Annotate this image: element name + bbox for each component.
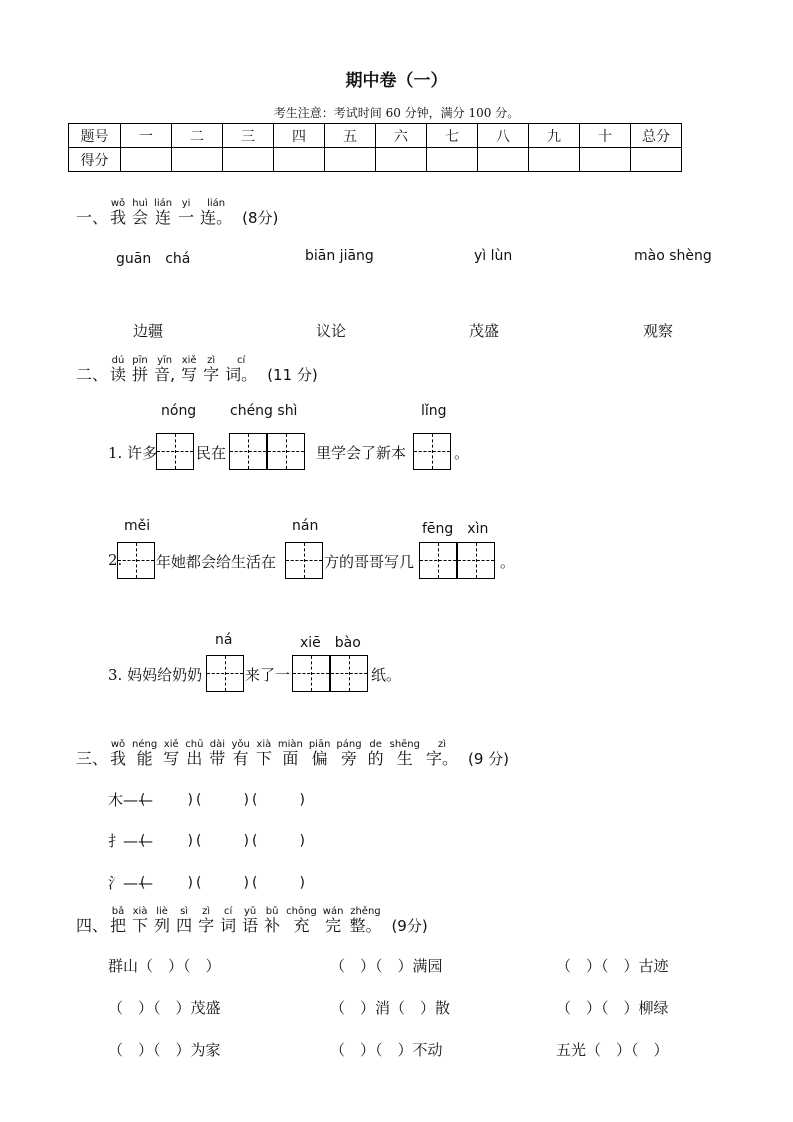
pinyin-option: guān chá — [116, 251, 191, 267]
pinyin-char — [110, 739, 126, 768]
section3-number: 三、 — [76, 749, 109, 768]
pinyin: sì — [180, 906, 189, 917]
score-cell[interactable] — [631, 148, 682, 172]
hanzi: 写 — [181, 365, 198, 384]
hanzi: 字 — [198, 916, 215, 935]
pinyin-char — [176, 906, 192, 935]
pinyin-option: mào shèng — [634, 248, 712, 264]
pinyin-char — [198, 906, 214, 935]
hanzi: 的 — [367, 749, 384, 768]
score-cell[interactable] — [121, 148, 172, 172]
section3-heading — [76, 739, 509, 768]
pinyin-char — [426, 739, 458, 768]
writing-box[interactable] — [267, 433, 305, 470]
pinyin-char — [225, 355, 257, 384]
sentence-text: 里学会了新本 — [316, 444, 407, 462]
sentence-text: 1. 许多 — [108, 444, 158, 462]
writing-box[interactable] — [330, 655, 368, 692]
sentence-text: 。 — [500, 553, 516, 571]
pinyin: xià — [132, 906, 148, 917]
score-cell[interactable] — [274, 148, 325, 172]
score-cell[interactable] — [223, 148, 274, 172]
answer-blank[interactable]: ( ) — [252, 833, 305, 849]
pinyin: xiě — [181, 355, 197, 366]
word-option[interactable]: 观察 — [643, 322, 674, 340]
score-table-header-cell: 十 — [580, 124, 631, 148]
pinyin-hint: fēng xìn — [422, 521, 489, 537]
radical-label: 扌—— — [108, 832, 154, 850]
score-table-header-cell: 六 — [376, 124, 427, 148]
pinyin: de — [369, 739, 382, 750]
pinyin-char — [209, 739, 225, 768]
hanzi: 旁 — [341, 749, 358, 768]
section4-score: (9分) — [391, 917, 428, 935]
pinyin-char — [336, 739, 361, 768]
pinyin: lián — [207, 198, 226, 209]
word-option[interactable]: 茂盛 — [469, 322, 500, 340]
page-title: 期中卷（一） — [345, 71, 448, 91]
hanzi: 读 — [110, 365, 127, 384]
pinyin: néng — [132, 739, 158, 750]
section2-score: (11 分) — [267, 366, 318, 384]
hanzi: 偏 — [311, 749, 328, 768]
pinyin-hint: nóng — [161, 403, 197, 419]
pinyin-hint: xiē bào — [300, 635, 361, 651]
answer-blank[interactable]: ( ) — [196, 875, 249, 891]
pinyin-char — [390, 739, 420, 768]
answer-blank[interactable]: ( ) — [140, 833, 193, 849]
hanzi: 会 — [132, 208, 149, 227]
hanzi: 四 — [176, 916, 193, 935]
hanzi: 出 — [186, 749, 203, 768]
writing-box[interactable] — [285, 542, 323, 579]
pinyin: lián — [154, 198, 173, 209]
pinyin-char — [349, 906, 381, 935]
pinyin: dài — [209, 739, 226, 750]
score-table — [68, 123, 682, 172]
pinyin-char — [178, 198, 194, 227]
hanzi: 有 — [232, 749, 249, 768]
section4-number: 四、 — [76, 916, 109, 935]
pinyin-hint: lǐng — [421, 403, 447, 419]
exam-notice: 考生注意：考试时间 60 分钟，满分 100 分。 — [273, 106, 520, 120]
score-table-header-cell: 二 — [172, 124, 223, 148]
hanzi: 词。 — [225, 365, 258, 384]
pinyin-hint: měi — [124, 518, 151, 534]
idiom-item[interactable]: 五光（ ）（ ） — [556, 1041, 669, 1059]
pinyin: huì — [132, 198, 148, 209]
pinyin: pīn — [132, 355, 148, 366]
pinyin: piān — [308, 739, 331, 750]
score-cell[interactable] — [427, 148, 478, 172]
answer-blank[interactable]: ( ) — [196, 833, 249, 849]
pinyin-char — [242, 906, 258, 935]
pinyin-char — [309, 739, 331, 768]
word-option[interactable]: 边疆 — [133, 322, 164, 340]
pinyin: shēng — [389, 739, 420, 750]
hanzi: 整。 — [349, 916, 382, 935]
writing-box[interactable] — [413, 433, 451, 470]
score-cell[interactable] — [478, 148, 529, 172]
pinyin: xiě — [163, 739, 179, 750]
answer-blank[interactable]: ( ) — [196, 792, 249, 808]
hanzi: 补 — [264, 916, 281, 935]
word-option[interactable]: 议论 — [316, 322, 347, 340]
pinyin-char — [368, 739, 384, 768]
hanzi: 列 — [154, 916, 171, 935]
hanzi: 我 — [110, 749, 127, 768]
pinyin: zì — [207, 355, 216, 366]
score-table-header-row — [69, 124, 682, 148]
radical-label: 氵—— — [108, 874, 154, 892]
score-table-header-cell: 总分 — [631, 124, 682, 148]
answer-blank[interactable]: ( ) — [140, 875, 193, 891]
hanzi: 下 — [132, 916, 149, 935]
hanzi: 带 — [209, 749, 226, 768]
sentence-text: 纸。 — [371, 666, 402, 684]
pinyin: chū — [185, 739, 204, 750]
pinyin: wán — [322, 906, 344, 917]
pinyin-hint: ná — [215, 632, 233, 648]
pinyin-option: biān jiāng — [305, 248, 374, 264]
pinyin-char — [154, 198, 172, 227]
pinyin: yǒu — [231, 739, 250, 750]
hanzi: 我 — [110, 208, 127, 227]
score-table-score-row — [69, 148, 682, 172]
hanzi: 语 — [242, 916, 259, 935]
hanzi: 下 — [255, 749, 272, 768]
pinyin: chōng — [286, 906, 317, 917]
hanzi: 连 — [155, 208, 172, 227]
pinyin: dú — [111, 355, 125, 366]
writing-box[interactable] — [206, 655, 244, 692]
answer-blank[interactable]: ( ) — [252, 875, 305, 891]
pinyin: miàn — [277, 739, 303, 750]
sentence-text: 3. 妈妈给奶奶 — [108, 666, 203, 684]
pinyin: liè — [156, 906, 168, 917]
pinyin: zì — [202, 906, 211, 917]
hanzi: 连。 — [200, 208, 233, 227]
pinyin: wǒ — [110, 739, 126, 750]
pinyin: zì — [437, 739, 447, 750]
writing-box[interactable] — [229, 433, 267, 470]
hanzi: 拼 — [132, 365, 149, 384]
hanzi: 完 — [325, 916, 342, 935]
sentence-text: 来了一 — [245, 666, 291, 684]
idiom-item[interactable]: （ ）（ ）为家 — [108, 1041, 221, 1059]
score-table-header-cell: 五 — [325, 124, 376, 148]
pinyin-char — [110, 906, 126, 935]
pinyin-char — [231, 739, 249, 768]
pinyin: wǒ — [110, 198, 126, 209]
hanzi: 音, — [154, 365, 176, 384]
hanzi: 写 — [163, 749, 180, 768]
score-table-header-cell: 八 — [478, 124, 529, 148]
pinyin-char — [163, 739, 179, 768]
pinyin-char — [256, 739, 272, 768]
writing-box[interactable] — [117, 542, 155, 579]
writing-box[interactable] — [156, 433, 194, 470]
section4-heading — [76, 906, 428, 935]
score-row-label: 得分 — [69, 148, 121, 172]
score-table-header-cell: 三 — [223, 124, 274, 148]
score-cell[interactable] — [376, 148, 427, 172]
pinyin: zhěng — [350, 906, 381, 917]
writing-box[interactable] — [457, 542, 495, 579]
answer-blank[interactable]: ( ) — [252, 792, 305, 808]
score-table-header-cell: 一 — [121, 124, 172, 148]
pinyin-char — [185, 739, 203, 768]
score-table-header-cell: 七 — [427, 124, 478, 148]
section1-number: 一、 — [76, 208, 109, 227]
pinyin-char — [132, 906, 148, 935]
hanzi: 字 — [203, 365, 220, 384]
pinyin-char — [154, 906, 170, 935]
pinyin-char — [278, 739, 303, 768]
pinyin-char — [181, 355, 197, 384]
hanzi: 把 — [110, 916, 127, 935]
pinyin-option: yì lùn — [474, 248, 513, 264]
pinyin-char — [132, 739, 157, 768]
score-cell[interactable] — [580, 148, 631, 172]
sentence-text: 年她都会给生活在 — [156, 553, 277, 571]
score-table-header-cell: 九 — [529, 124, 580, 148]
score-cell[interactable] — [325, 148, 376, 172]
sentence-text: 2. — [108, 551, 123, 569]
hanzi: 字。 — [426, 749, 459, 768]
sentence-text: 民在 — [196, 444, 227, 462]
section1-heading — [76, 198, 278, 227]
score-cell[interactable] — [172, 148, 223, 172]
hanzi: 词 — [220, 916, 237, 935]
pinyin-char — [132, 198, 148, 227]
pinyin-char — [323, 906, 344, 935]
pinyin-char — [286, 906, 317, 935]
sentence-text: 。 — [454, 444, 470, 462]
hanzi: 一 — [178, 208, 195, 227]
writing-box[interactable] — [292, 655, 330, 692]
hanzi: 能 — [136, 749, 153, 768]
radical-label: 木—— — [108, 791, 154, 809]
pinyin: bǎ — [111, 906, 125, 917]
section3-score: (9 分) — [468, 750, 510, 768]
writing-box[interactable] — [419, 542, 457, 579]
idiom-item[interactable]: （ ）（ ）柳绿 — [556, 999, 669, 1017]
pinyin: yǔ — [243, 906, 257, 917]
section2-number: 二、 — [76, 365, 109, 384]
section1-score: (8分) — [242, 209, 279, 227]
score-cell[interactable] — [529, 148, 580, 172]
idiom-item[interactable]: （ ）消（ ）散 — [330, 999, 451, 1017]
pinyin-char — [203, 355, 219, 384]
hanzi: 充 — [293, 916, 310, 935]
pinyin-hint: nán — [292, 518, 319, 534]
score-table-header-cell: 四 — [274, 124, 325, 148]
pinyin-char — [200, 198, 232, 227]
pinyin: xià — [256, 739, 272, 750]
pinyin-char — [220, 906, 236, 935]
pinyin-hint: chéng shì — [230, 403, 298, 419]
hanzi: 生 — [396, 749, 413, 768]
section2-heading — [76, 355, 318, 384]
pinyin: yīn — [157, 355, 173, 366]
score-table-header-cell: 题号 — [69, 124, 121, 148]
pinyin: cí — [237, 355, 246, 366]
hanzi: 面 — [282, 749, 299, 768]
pinyin: yi — [181, 198, 191, 209]
pinyin: páng — [336, 739, 362, 750]
idiom-item[interactable]: （ ）（ ）不动 — [330, 1041, 443, 1059]
idiom-item[interactable]: （ ）（ ）古迹 — [556, 957, 669, 975]
pinyin: bǔ — [265, 906, 279, 917]
answer-blank[interactable]: ( ) — [140, 792, 193, 808]
pinyin-char — [132, 355, 148, 384]
idiom-item[interactable]: 群山（ ）（ ） — [108, 957, 221, 975]
pinyin-char — [110, 355, 126, 384]
sentence-text: 方的哥哥写几 — [324, 553, 415, 571]
pinyin: cí — [223, 906, 233, 917]
pinyin-char — [154, 355, 175, 384]
pinyin-char — [110, 198, 126, 227]
idiom-item[interactable]: （ ）（ ）满园 — [330, 957, 443, 975]
idiom-item[interactable]: （ ）（ ）茂盛 — [108, 999, 221, 1017]
pinyin-char — [264, 906, 280, 935]
